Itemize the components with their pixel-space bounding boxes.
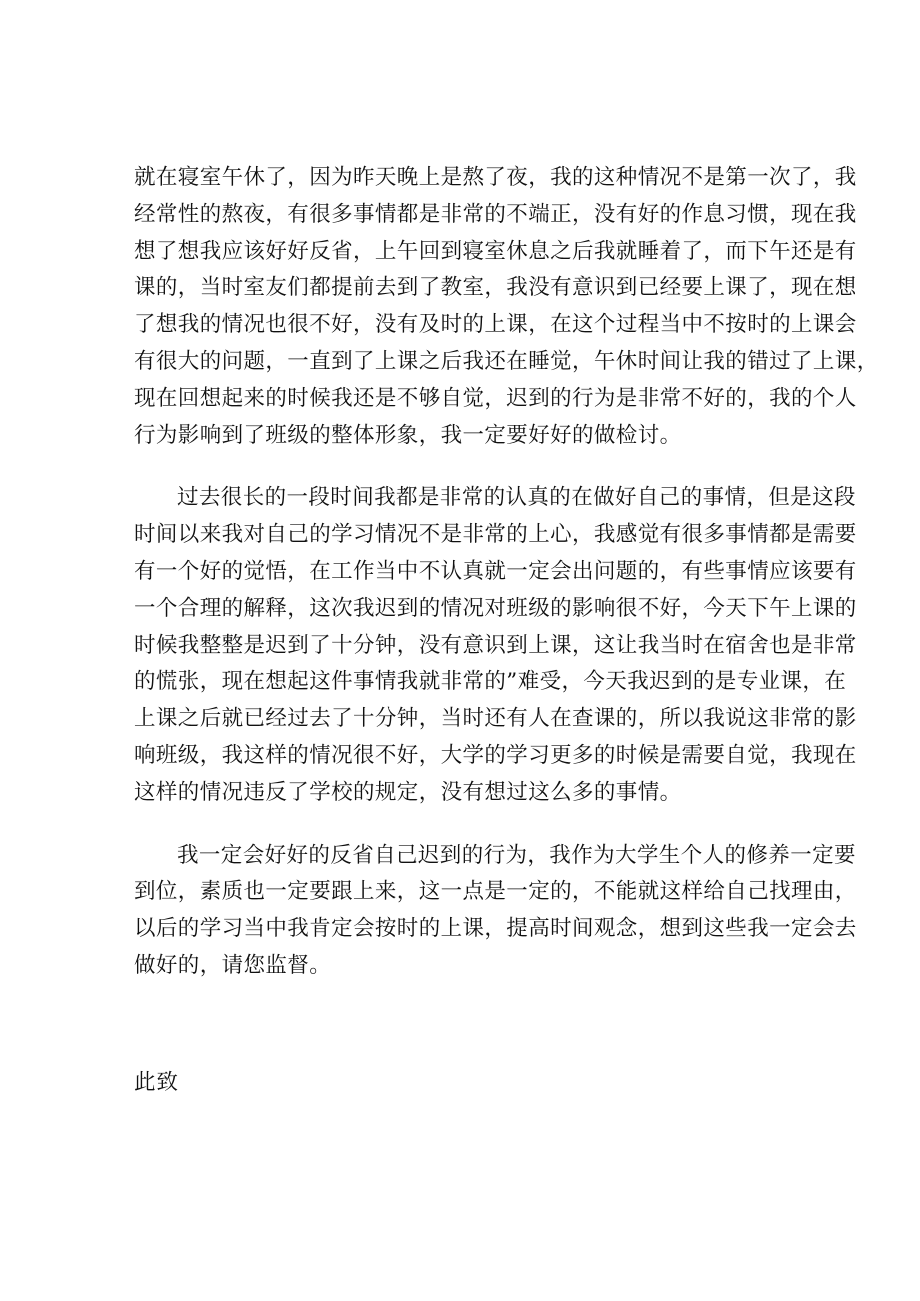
- text-line: 有很大的问题，一直到了上课之后我还在睡觉，午休时间让我的错过了上课，: [134, 348, 879, 374]
- text-line: 时候我整整是迟到了十分钟，没有意识到上课，这让我当时在宿舍也是非常: [134, 632, 857, 658]
- text-line: 行为影响到了班级的整体形象，我一定要好好的做检讨。: [134, 422, 682, 448]
- paragraph-1: [134, 160, 879, 454]
- text-line: 过去很长的一段时间我都是非常的认真的在做好自己的事情，但是这段: [177, 485, 856, 511]
- document-body: [134, 160, 879, 985]
- paragraph-spacer: [134, 454, 794, 480]
- text-line: 上课之后就已经过去了十分钟，当时还有人在查课的，所以我说这非常的影: [134, 706, 857, 732]
- text-line: 想了想我应该好好反省，上午回到寝室休息之后我就睡着了，而下午还是有: [134, 238, 857, 264]
- text-line: 响班级，我这样的情况很不好，大学的学习更多的时候是需要自觉，我现在: [134, 742, 857, 768]
- text-line: 经常性的熬夜，有很多事情都是非常的不端正，没有好的作息习惯，现在我: [134, 201, 857, 227]
- paragraph-spacer: [134, 812, 794, 838]
- text-line: 现在回想起来的时候我还是不够自觉，迟到的行为是非常不好的，我的个人: [134, 385, 857, 411]
- text-line: 做好的，请您监督。: [134, 952, 332, 978]
- paragraph-2: [134, 480, 857, 811]
- text-line: 时间以来我对自己的学习情况不是非常的上心，我感觉有很多事情都是需要: [134, 522, 857, 548]
- text-line: 以后的学习当中我肯定会按时的上课，提高时间观念，想到这些我一定会去: [134, 916, 857, 942]
- text-line: 我一定会好好的反省自己迟到的行为，我作为大学生个人的修养一定要: [177, 842, 856, 868]
- text-line: 就在寝室午休了，因为昨天晚上是熬了夜，我的这种情况不是第一次了，我: [134, 165, 857, 190]
- text-line: 这样的情况违反了学校的规定，没有想过这么多的事情。: [134, 779, 682, 805]
- text-line: 了想我的情况也很不好，没有及时的上课，在这个过程当中不按时的上课会: [134, 312, 857, 338]
- text-line: 课的，当时室友们都提前去到了教室，我没有意识到已经要上课了，现在想: [134, 275, 857, 301]
- text-line: 到位，素质也一定要跟上来，这一点是一定的，不能就这样给自己找理由，: [134, 879, 857, 905]
- text-line: 一个合理的解释，这次我迟到的情况对班级的影响很不好，今天下午上课的: [134, 595, 857, 621]
- paragraph-3: [134, 838, 857, 985]
- closing-salutation: 此致: [134, 1070, 180, 1095]
- text-line: 的慌张，现在想起这件事情我就非常的”难受，今天我迟到的是专业课，在: [134, 669, 847, 695]
- text-line: 有一个好的觉悟，在工作当中不认真就一定会出问题的，有些事情应该要有: [134, 558, 857, 584]
